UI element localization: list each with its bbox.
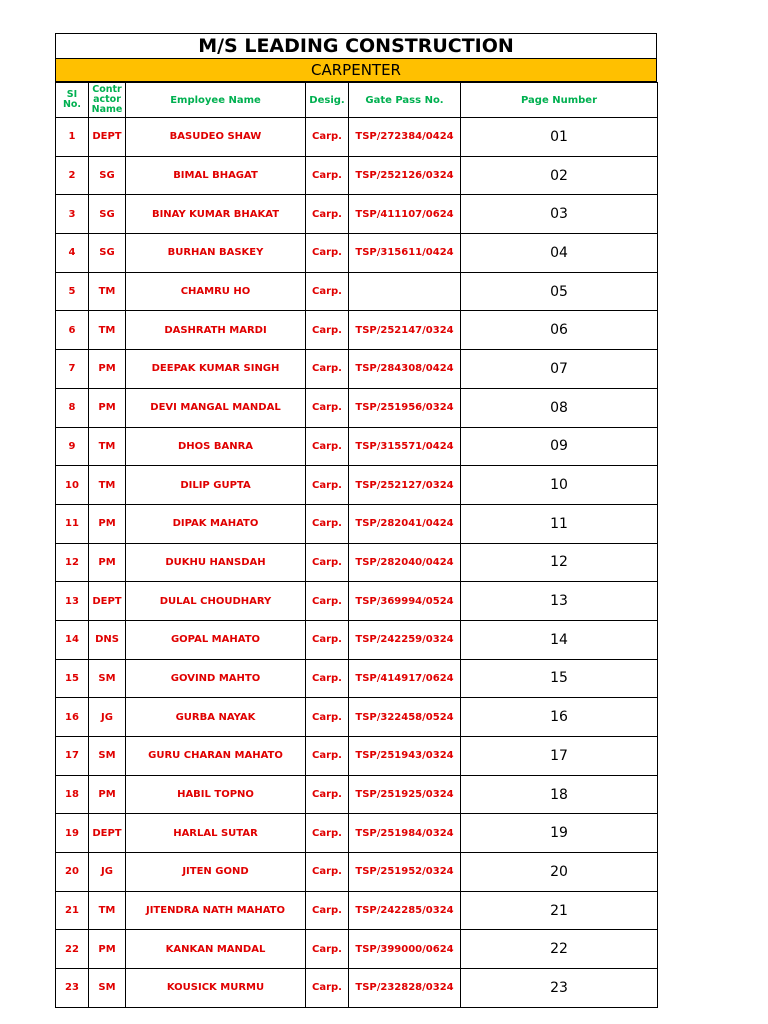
cell-contractor: TM <box>89 891 126 930</box>
table-row <box>56 775 658 814</box>
cell-desig: Carp. <box>306 118 349 157</box>
cell-contractor: SM <box>89 659 126 698</box>
cell-si: 8 <box>56 388 89 427</box>
cell-contractor: PM <box>89 504 126 543</box>
cell-desig: Carp. <box>306 930 349 969</box>
table-row <box>56 311 658 350</box>
cell-desig: Carp. <box>306 543 349 582</box>
cell-gate-pass: TSP/251984/0324 <box>349 814 461 853</box>
cell-desig: Carp. <box>306 234 349 273</box>
cell-employee-name: BINAY KUMAR BHAKAT <box>126 195 306 234</box>
cell-si: 22 <box>56 930 89 969</box>
cell-employee-name: DIPAK MAHATO <box>126 504 306 543</box>
cell-si: 20 <box>56 853 89 892</box>
header-row <box>56 83 658 118</box>
table-row <box>56 234 658 273</box>
cell-page-number: 08 <box>461 388 658 427</box>
cell-desig: Carp. <box>306 350 349 389</box>
cell-desig: Carp. <box>306 737 349 776</box>
header-contractor <box>89 83 126 118</box>
cell-desig: Carp. <box>306 891 349 930</box>
cell-desig: Carp. <box>306 659 349 698</box>
cell-page-number: 19 <box>461 814 658 853</box>
cell-contractor: TM <box>89 272 126 311</box>
spreadsheet-page <box>55 33 657 1008</box>
cell-gate-pass: TSP/369994/0524 <box>349 582 461 621</box>
cell-desig: Carp. <box>306 504 349 543</box>
cell-employee-name: GOVIND MAHTO <box>126 659 306 698</box>
cell-contractor: PM <box>89 543 126 582</box>
header-contractor-line2: actor <box>93 94 121 105</box>
table-row <box>56 891 658 930</box>
cell-si: 13 <box>56 582 89 621</box>
cell-contractor: TM <box>89 466 126 505</box>
cell-employee-name: DHOS BANRA <box>126 427 306 466</box>
cell-si: 15 <box>56 659 89 698</box>
cell-si: 5 <box>56 272 89 311</box>
cell-si: 9 <box>56 427 89 466</box>
header-si-line1: SI <box>66 89 78 100</box>
cell-gate-pass: TSP/252126/0324 <box>349 156 461 195</box>
header-desig: Desig. <box>306 83 349 118</box>
cell-employee-name: HARLAL SUTAR <box>126 814 306 853</box>
cell-gate-pass: TSP/272384/0424 <box>349 118 461 157</box>
cell-employee-name: DEEPAK KUMAR SINGH <box>126 350 306 389</box>
cell-contractor: PM <box>89 350 126 389</box>
cell-page-number: 22 <box>461 930 658 969</box>
cell-gate-pass: TSP/315611/0424 <box>349 234 461 273</box>
cell-page-number: 23 <box>461 969 658 1008</box>
cell-page-number: 21 <box>461 891 658 930</box>
cell-desig: Carp. <box>306 466 349 505</box>
table-row <box>56 659 658 698</box>
cell-desig: Carp. <box>306 427 349 466</box>
table-row <box>56 195 658 234</box>
company-title: M/S LEADING CONSTRUCTION <box>55 33 657 58</box>
cell-si: 1 <box>56 118 89 157</box>
cell-si: 21 <box>56 891 89 930</box>
cell-desig: Carp. <box>306 582 349 621</box>
cell-si: 10 <box>56 466 89 505</box>
cell-page-number: 11 <box>461 504 658 543</box>
cell-employee-name: GURBA NAYAK <box>126 698 306 737</box>
header-contractor-line1: Contr <box>92 84 122 95</box>
cell-si: 6 <box>56 311 89 350</box>
table-row <box>56 969 658 1008</box>
cell-desig: Carp. <box>306 775 349 814</box>
cell-page-number: 01 <box>461 118 658 157</box>
cell-desig: Carp. <box>306 388 349 427</box>
cell-contractor: SM <box>89 737 126 776</box>
cell-contractor: TM <box>89 311 126 350</box>
header-page-number: Page Number <box>461 83 658 118</box>
cell-desig: Carp. <box>306 311 349 350</box>
cell-page-number: 13 <box>461 582 658 621</box>
cell-page-number: 05 <box>461 272 658 311</box>
cell-contractor: PM <box>89 388 126 427</box>
cell-si: 4 <box>56 234 89 273</box>
cell-contractor: PM <box>89 930 126 969</box>
cell-gate-pass: TSP/399000/0624 <box>349 930 461 969</box>
cell-page-number: 18 <box>461 775 658 814</box>
cell-desig: Carp. <box>306 156 349 195</box>
cell-desig: Carp. <box>306 620 349 659</box>
header-employee-name: Employee Name <box>126 83 306 118</box>
header-gate-pass: Gate Pass No. <box>349 83 461 118</box>
cell-employee-name: BIMAL BHAGAT <box>126 156 306 195</box>
cell-employee-name: DUKHU HANSDAH <box>126 543 306 582</box>
cell-page-number: 10 <box>461 466 658 505</box>
cell-employee-name: BURHAN BASKEY <box>126 234 306 273</box>
cell-employee-name: JITENDRA NATH MAHATO <box>126 891 306 930</box>
cell-gate-pass: TSP/232828/0324 <box>349 969 461 1008</box>
cell-si: 7 <box>56 350 89 389</box>
cell-page-number: 09 <box>461 427 658 466</box>
cell-page-number: 20 <box>461 853 658 892</box>
cell-employee-name: KANKAN MANDAL <box>126 930 306 969</box>
table-row <box>56 466 658 505</box>
cell-contractor: SM <box>89 969 126 1008</box>
cell-contractor: SG <box>89 234 126 273</box>
cell-page-number: 14 <box>461 620 658 659</box>
table-row <box>56 350 658 389</box>
cell-desig: Carp. <box>306 272 349 311</box>
cell-contractor: DEPT <box>89 814 126 853</box>
cell-desig: Carp. <box>306 814 349 853</box>
table-row <box>56 156 658 195</box>
cell-si: 17 <box>56 737 89 776</box>
table-row <box>56 930 658 969</box>
cell-gate-pass: TSP/282041/0424 <box>349 504 461 543</box>
cell-si: 3 <box>56 195 89 234</box>
employee-table <box>55 82 658 1008</box>
cell-gate-pass: TSP/315571/0424 <box>349 427 461 466</box>
cell-employee-name: KOUSICK MURMU <box>126 969 306 1008</box>
cell-employee-name: JITEN GOND <box>126 853 306 892</box>
cell-employee-name: GURU CHARAN MAHATO <box>126 737 306 776</box>
cell-gate-pass: TSP/414917/0624 <box>349 659 461 698</box>
cell-contractor: JG <box>89 698 126 737</box>
cell-employee-name: GOPAL MAHATO <box>126 620 306 659</box>
table-row <box>56 543 658 582</box>
cell-employee-name: BASUDEO SHAW <box>126 118 306 157</box>
cell-gate-pass <box>349 272 461 311</box>
cell-gate-pass: TSP/242285/0324 <box>349 891 461 930</box>
cell-gate-pass: TSP/284308/0424 <box>349 350 461 389</box>
cell-contractor: TM <box>89 427 126 466</box>
cell-si: 11 <box>56 504 89 543</box>
cell-contractor: PM <box>89 775 126 814</box>
cell-page-number: 17 <box>461 737 658 776</box>
cell-si: 2 <box>56 156 89 195</box>
table-row <box>56 853 658 892</box>
cell-page-number: 04 <box>461 234 658 273</box>
cell-page-number: 16 <box>461 698 658 737</box>
cell-desig: Carp. <box>306 195 349 234</box>
cell-gate-pass: TSP/252127/0324 <box>349 466 461 505</box>
table-row <box>56 504 658 543</box>
cell-si: 12 <box>56 543 89 582</box>
table-row <box>56 118 658 157</box>
cell-si: 16 <box>56 698 89 737</box>
cell-gate-pass: TSP/322458/0524 <box>349 698 461 737</box>
cell-gate-pass: TSP/251925/0324 <box>349 775 461 814</box>
cell-employee-name: CHAMRU HO <box>126 272 306 311</box>
cell-employee-name: HABIL TOPNO <box>126 775 306 814</box>
cell-desig: Carp. <box>306 698 349 737</box>
cell-si: 19 <box>56 814 89 853</box>
cell-contractor: DEPT <box>89 118 126 157</box>
trade-subtitle: CARPENTER <box>55 58 657 82</box>
cell-gate-pass: TSP/252147/0324 <box>349 311 461 350</box>
cell-gate-pass: TSP/251943/0324 <box>349 737 461 776</box>
table-row <box>56 272 658 311</box>
cell-gate-pass: TSP/251952/0324 <box>349 853 461 892</box>
cell-desig: Carp. <box>306 969 349 1008</box>
cell-employee-name: DILIP GUPTA <box>126 466 306 505</box>
cell-gate-pass: TSP/282040/0424 <box>349 543 461 582</box>
cell-si: 14 <box>56 620 89 659</box>
cell-contractor: SG <box>89 195 126 234</box>
table-row <box>56 620 658 659</box>
header-si <box>56 83 89 118</box>
cell-si: 18 <box>56 775 89 814</box>
table-row <box>56 698 658 737</box>
cell-employee-name: DASHRATH MARDI <box>126 311 306 350</box>
header-contractor-line3: Name <box>91 104 123 115</box>
table-body <box>56 118 658 1008</box>
cell-si: 23 <box>56 969 89 1008</box>
cell-employee-name: DEVI MANGAL MANDAL <box>126 388 306 427</box>
header-si-line2: No. <box>62 99 82 110</box>
cell-gate-pass: TSP/242259/0324 <box>349 620 461 659</box>
cell-page-number: 02 <box>461 156 658 195</box>
cell-page-number: 03 <box>461 195 658 234</box>
cell-page-number: 15 <box>461 659 658 698</box>
table-row <box>56 388 658 427</box>
table-row <box>56 737 658 776</box>
cell-gate-pass: TSP/411107/0624 <box>349 195 461 234</box>
cell-contractor: JG <box>89 853 126 892</box>
cell-page-number: 12 <box>461 543 658 582</box>
cell-desig: Carp. <box>306 853 349 892</box>
cell-page-number: 06 <box>461 311 658 350</box>
cell-page-number: 07 <box>461 350 658 389</box>
table-row <box>56 582 658 621</box>
cell-contractor: SG <box>89 156 126 195</box>
cell-contractor: DNS <box>89 620 126 659</box>
table-row <box>56 427 658 466</box>
cell-contractor: DEPT <box>89 582 126 621</box>
table-row <box>56 814 658 853</box>
cell-employee-name: DULAL CHOUDHARY <box>126 582 306 621</box>
cell-gate-pass: TSP/251956/0324 <box>349 388 461 427</box>
